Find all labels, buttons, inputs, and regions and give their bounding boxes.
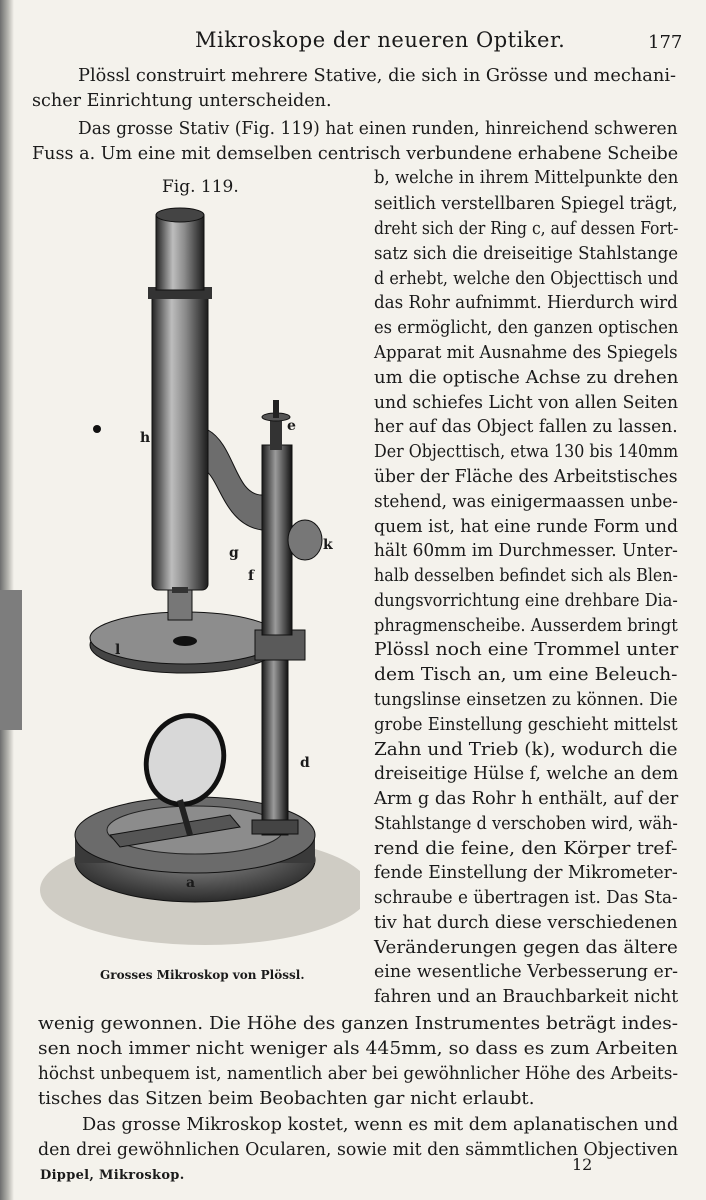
text-line: quem ist, hat eine runde Form und bbox=[374, 516, 679, 537]
part-label-f: f bbox=[248, 568, 255, 584]
text-line: es ermöglicht, den ganzen optischen bbox=[374, 317, 679, 338]
text-line: seitlich verstellbaren Spiegel trägt, bbox=[374, 193, 678, 214]
part-label-h: h bbox=[140, 430, 151, 446]
page-number: 177 bbox=[648, 32, 683, 53]
text-line: rend die feine, den Körper tref- bbox=[374, 838, 678, 859]
text-line: Das grosse Mikroskop kostet, wenn es mit dem aplanatischen und bbox=[82, 1114, 679, 1135]
text-line: satz sich die dreiseitige Stahlstange bbox=[374, 243, 679, 264]
page-edge-notch bbox=[0, 590, 22, 730]
text-line: phragmenscheibe. Ausserdem bringt bbox=[374, 615, 678, 636]
part-label-l: l bbox=[115, 642, 121, 658]
text-line: stehend, was einigermaassen unbe- bbox=[374, 491, 678, 512]
text-line: fahren und an Brauchbarkeit nicht bbox=[374, 986, 679, 1007]
text-line: Plössl construirt mehrere Stative, die sich in Grösse und mechani- bbox=[78, 65, 677, 86]
text-line: sen noch immer nicht weniger als 445mm, so dass es zum Arbeiten bbox=[38, 1038, 678, 1059]
footer-signature-label: Dippel, Mikroskop. bbox=[40, 1168, 185, 1183]
text-line: Veränderungen gegen das ältere bbox=[374, 937, 678, 958]
text-line: und schiefes Licht von allen Seiten bbox=[374, 392, 679, 413]
part-label-k: k bbox=[323, 537, 333, 553]
text-line: höchst unbequem ist, namentlich aber bei gewöhnlicher Höhe des Arbeits- bbox=[38, 1063, 679, 1084]
text-line: hält 60mm im Durchmesser. Unter- bbox=[374, 540, 678, 561]
text-line: dreiseitige Hülse f, welche an dem bbox=[374, 763, 679, 784]
text-line: her auf das Object fallen zu lassen. bbox=[374, 416, 678, 437]
text-line: d erhebt, welche den Objecttisch und bbox=[374, 268, 679, 289]
text-line: dreht sich der Ring c, auf dessen Fort- bbox=[374, 218, 679, 239]
text-line: schraube e übertragen ist. Das Sta- bbox=[374, 887, 678, 908]
text-line: Zahn und Trieb (k), wodurch die bbox=[374, 739, 678, 760]
text-line: Stahlstange d verschoben wird, wäh- bbox=[374, 813, 678, 834]
text-line: Fuss a. Um eine mit demselben centrisch verbundene erhabene Scheibe bbox=[32, 143, 679, 164]
part-label-a: a bbox=[186, 875, 196, 891]
tube-h bbox=[152, 290, 208, 590]
text-line: tisches das Sitzen beim Beobachten gar nicht erlaubt. bbox=[38, 1088, 535, 1109]
text-line: fende Einstellung der Mikrometer- bbox=[374, 862, 678, 883]
text-line: b, welche in ihrem Mittelpunkte den bbox=[374, 167, 679, 188]
text-line: das Rohr aufnimmt. Hierdurch wird bbox=[374, 292, 678, 313]
text-line: halb desselben befindet sich als Blen- bbox=[374, 565, 678, 586]
part-label-e: e bbox=[287, 418, 296, 434]
text-line: dem Tisch an, um eine Beleuch- bbox=[374, 664, 678, 685]
text-line: Arm g das Rohr h enthält, auf der bbox=[374, 788, 679, 809]
text-line: über der Fläche des Arbeitstisches bbox=[374, 466, 678, 487]
text-line: den drei gewöhnlichen Ocularen, sowie mit den sämmtlichen Objectiven bbox=[38, 1139, 679, 1160]
text-line: grobe Einstellung geschieht mittelst bbox=[374, 714, 678, 735]
text-line: scher Einrichtung unterscheiden. bbox=[32, 90, 332, 111]
part-label-d: d bbox=[300, 755, 310, 771]
arm-g bbox=[205, 430, 262, 530]
speck bbox=[93, 425, 101, 433]
text-line: eine wesentliche Verbesserung er- bbox=[374, 961, 678, 982]
text-line: um die optische Achse zu drehen bbox=[374, 367, 679, 388]
figure-caption: Grosses Mikroskop von Plössl. bbox=[100, 968, 305, 982]
text-line: Das grosse Stativ (Fig. 119) hat einen runden, hinreichend schweren bbox=[78, 118, 678, 139]
text-line: tungslinse einsetzen zu können. Die bbox=[374, 689, 678, 710]
text-line: wenig gewonnen. Die Höhe des ganzen Instrumentes beträgt indes- bbox=[38, 1013, 679, 1034]
text-line: Plössl noch eine Trommel unter bbox=[374, 639, 679, 660]
microscope-illustration bbox=[30, 195, 360, 955]
part-label-g: g bbox=[229, 545, 239, 561]
text-line: Apparat mit Ausnahme des Spiegels bbox=[374, 342, 678, 363]
text-line: dungsvorrichtung eine drehbare Dia- bbox=[374, 590, 678, 611]
drum-k bbox=[288, 520, 322, 560]
text-line: Der Objecttisch, etwa 130 bis 140mm bbox=[374, 441, 679, 462]
figure-label: Fig. 119. bbox=[162, 177, 239, 197]
footer-signature-number: 12 bbox=[572, 1155, 593, 1174]
page-title: Mikroskope der neueren Optiker. bbox=[195, 28, 566, 52]
text-line: tiv hat durch diese verschiedenen bbox=[374, 912, 678, 933]
